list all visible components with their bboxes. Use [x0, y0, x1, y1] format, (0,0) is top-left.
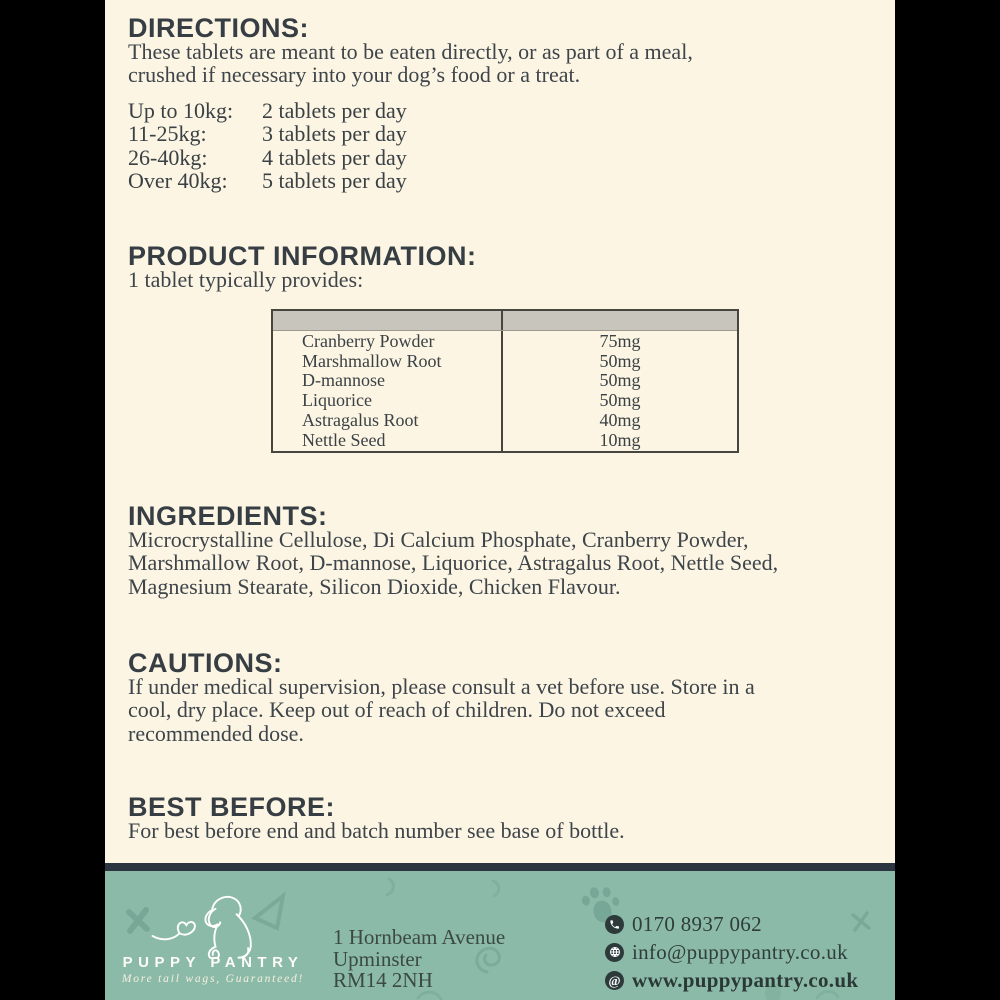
phone-row	[605, 910, 858, 938]
leash-swoosh	[152, 933, 179, 939]
directions-body-line: These tablets are meant to be eaten directly, or as part of a meal,	[128, 39, 693, 64]
contact-block	[605, 910, 858, 994]
dosage-row	[128, 122, 407, 145]
nutrient-name: Astragalus Root	[302, 409, 419, 430]
directions-body-line: crushed if necessary into your dog’s food or a treat.	[128, 62, 581, 88]
squiggle-doodle-icon	[387, 879, 393, 895]
ingredients-body: Microcrystalline Cellulose, Di Calcium Phosphate, Cranberry Powder, Marshmallow Root, D-mannose, Liquorice, Astragalus Root, Nettle Seed, Magnesium Stearate, Silicon Dioxide, Chicken Flavour.	[128, 527, 779, 599]
product-information-heading: PRODUCT INFORMATION:	[128, 241, 477, 271]
phone-number: 0170 8937 062	[632, 911, 762, 936]
footer	[105, 871, 895, 1000]
nutrient-amount: 50mg	[599, 370, 641, 391]
brand-name: PUPPY PANTRY	[122, 954, 304, 971]
directions-body	[128, 40, 693, 87]
best-before-body: For best before end and batch number see base of bottle.	[128, 818, 625, 843]
nutrition-amount-column	[503, 331, 737, 451]
dosage-weight: 26-40kg:	[128, 144, 208, 170]
nutrition-table-header-cell	[503, 311, 737, 330]
dosage-dose: 5 tablets per day	[262, 168, 407, 194]
nutrient-name: D-mannose	[302, 370, 385, 391]
nutrition-table-header-cell	[273, 311, 503, 330]
nutrient-name: Nettle Seed	[302, 429, 386, 450]
at-icon: @	[605, 971, 624, 990]
nutrient-name: Marshmallow Root	[302, 350, 442, 371]
nutrition-table-body	[273, 331, 737, 451]
cautions-heading: CAUTIONS:	[128, 648, 283, 678]
address-block	[333, 927, 505, 992]
cautions-body: If under medical supervision, please consult a vet before use. Store in a cool, dry place. Keep out of reach of children. Do not exceed recommended dose.	[128, 674, 755, 746]
squiggle-doodle-icon	[493, 881, 499, 896]
email-address: info@puppypantry.co.uk	[632, 939, 848, 964]
address-line: 1 Hornbeam Avenue	[333, 925, 506, 949]
nutrient-name: Liquorice	[302, 390, 372, 411]
puppy-pantry-dog-logo-icon	[135, 879, 273, 959]
nutrition-name-column	[273, 331, 503, 451]
nutrition-table-header-row	[273, 311, 737, 331]
brand-tagline: More tail wags, Guaranteed!	[121, 973, 305, 985]
dosage-dose: 2 tablets per day	[262, 98, 407, 123]
nutrient-name: Cranberry Powder	[302, 331, 435, 351]
nutrient-amount: 40mg	[599, 409, 641, 430]
ingredients-heading: INGREDIENTS:	[128, 501, 328, 531]
best-before-heading: BEST BEFORE:	[128, 792, 336, 822]
dosage-chart	[128, 99, 407, 193]
phone-icon	[605, 915, 624, 934]
label-panel	[105, 0, 895, 863]
email-row	[605, 938, 858, 966]
dosage-dose: 3 tablets per day	[262, 121, 407, 147]
nutrition-table	[271, 309, 739, 453]
nutrient-amount: 75mg	[599, 331, 641, 351]
address-line: RM14 2NH	[333, 968, 433, 992]
nutrient-amount: 50mg	[599, 350, 641, 371]
nutrient-amount: 10mg	[599, 429, 641, 450]
dosage-weight: Over 40kg:	[128, 168, 228, 194]
dosage-row	[128, 99, 407, 122]
footer-divider-bar	[105, 863, 895, 871]
globe-icon	[605, 943, 624, 962]
product-information-subtitle: 1 tablet typically provides:	[128, 267, 364, 292]
website-url: www.puppypantry.co.uk	[632, 967, 859, 992]
curve-doodle-icon	[418, 992, 441, 999]
dosage-row	[128, 146, 407, 169]
heart-shape	[178, 922, 195, 935]
dosage-dose: 4 tablets per day	[262, 144, 407, 170]
dosage-weight: Up to 10kg:	[128, 98, 234, 123]
dosage-row	[128, 169, 407, 192]
address-line: Upminster	[333, 946, 422, 971]
dosage-weight: 11-25kg:	[128, 121, 207, 147]
directions-heading: DIRECTIONS:	[128, 13, 309, 43]
website-row	[605, 966, 858, 994]
nutrient-amount: 50mg	[599, 390, 641, 411]
